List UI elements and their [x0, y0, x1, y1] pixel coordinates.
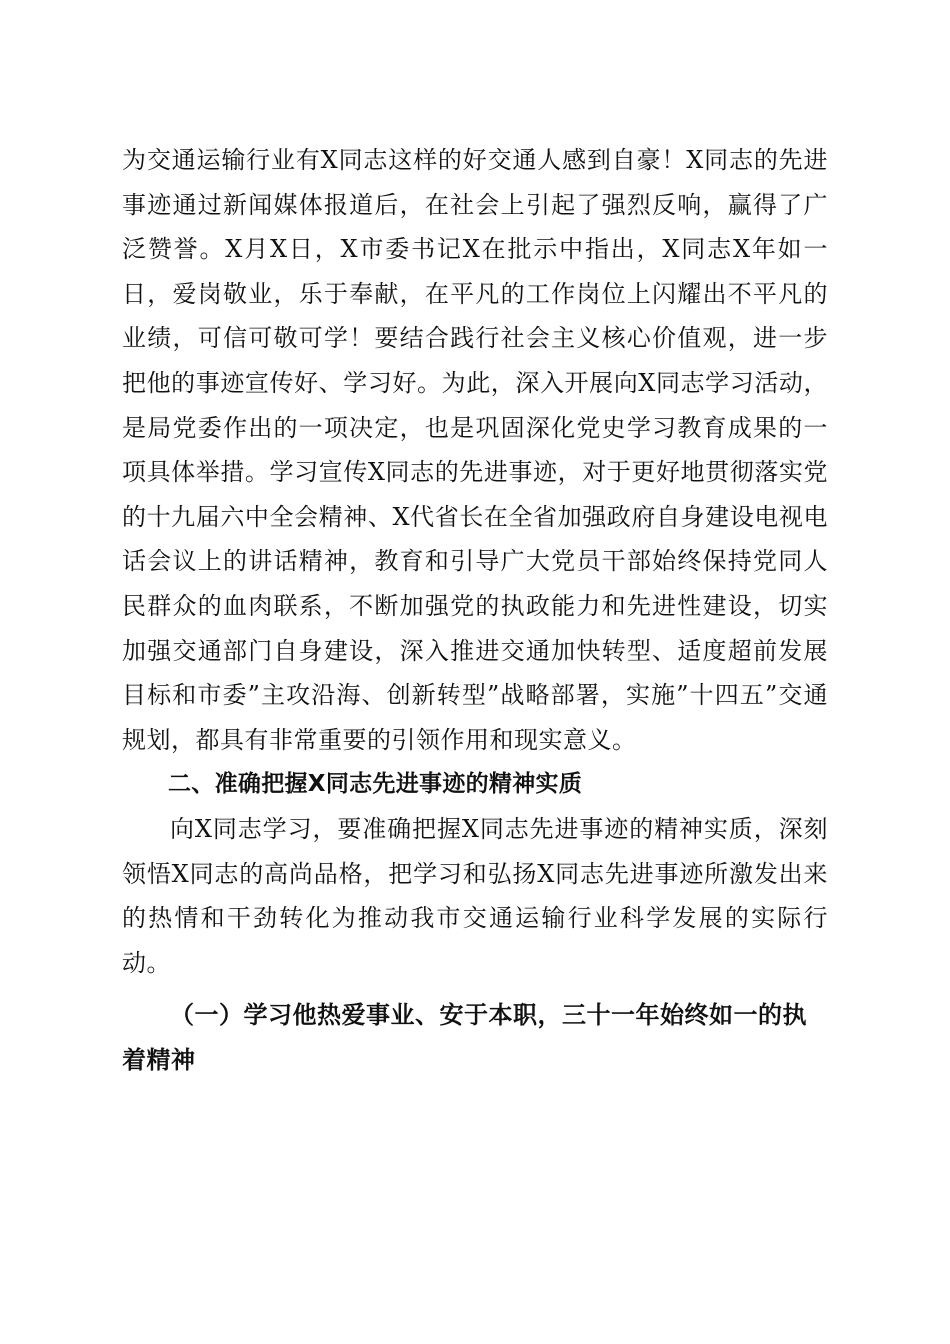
- paragraph-continuation: 为交通运输行业有X同志这样的好交通人感到自豪！X同志的先进事迹通过新闻媒体报道后，在社会上引起了强烈反响，赢得了广泛赞誉。X月X日，X市委书记X在批示中指出，X同志X年如一日，爱岗敬业，乐于奉献，在平凡的工作岗位上闪耀出不平凡的业绩，可信可敬可学！要结合践行社会主义核心价值观，进一步把他的事迹宣传好、学习好。为此，深入开展向X同志学习活动，是局党委作出的一项决定，也是巩固深化党史学习教育成果的一项具体举措。学习宣传X同志的先进事迹，对于更好地贯彻落实党的十九届六中全会精神、X代省长在全省加强政府自身建设电视电话会议上的讲话精神，教育和引导广大党员干部始终保持党同人民群众的血肉联系，不断加强党的执政能力和先进性建设，切实加强交通部门自身建设，深入推进交通加快转型、适度超前发展目标和市委”主攻沿海、创新转型”战略部署，实施”十四五”交通规划，都具有非常重要的引领作用和现实意义。: [122, 146, 828, 754]
- paragraph-intro: 向X同志学习，要准确把握X同志先进事迹的精神实质，深刻领悟X同志的高尚品格，把学习和弘扬X同志先进事迹所激发出来的热情和干劲转化为推动我市交通运输行业科学发展的实际行动。: [122, 814, 828, 977]
- document-body: [122, 138, 828, 1082]
- subsection-heading: （一）学习他热爱事业、安于本职，三十一年始终如一的执着精神: [122, 1000, 807, 1074]
- section-heading: 二、准确把握X同志先进事迹的精神实质: [168, 771, 583, 798]
